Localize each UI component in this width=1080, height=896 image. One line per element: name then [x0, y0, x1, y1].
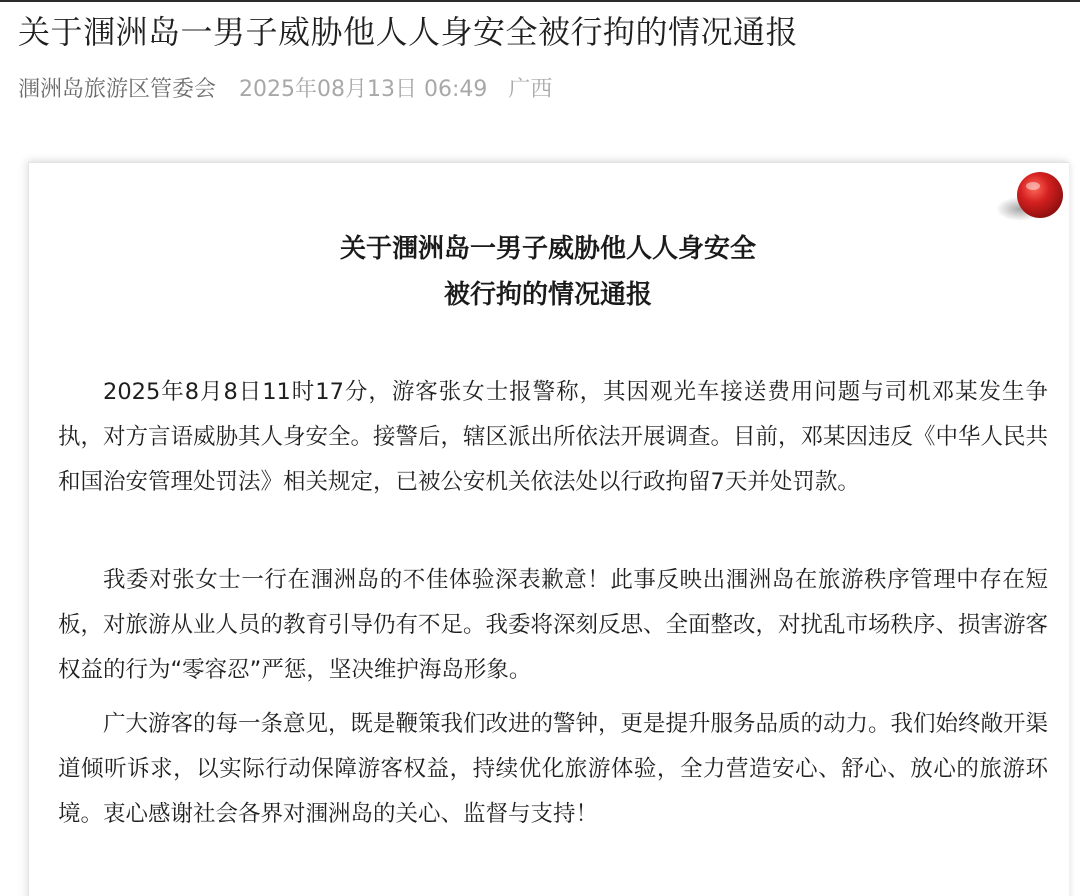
publish-datetime: 2025年08月13日 06:49	[239, 77, 488, 102]
publisher-link[interactable]: 涠洲岛旅游区管委会	[18, 77, 217, 102]
document-title	[28, 226, 1068, 318]
document-title-line-2: 被行拘的情况通报	[443, 280, 652, 310]
article-meta	[18, 74, 552, 106]
top-divider	[0, 0, 1080, 2]
document-paragraph: 2025年8月8日11时17分，游客张女士报警称，其因观光车接送费用问题与司机邓某发生争执，对方言语威胁其人身安全。接警后，辖区派出所依法开展调查。目前，邓某因违反《中华人民共和国治安管理处罚法》相关规定，已被公安机关依法处以行政拘留7天并处罚款。	[58, 379, 1049, 495]
document-paragraph: 我委对张女士一行在涠洲岛的不佳体验深表歉意！此事反映出涠洲岛在旅游秩序管理中存在短板，对旅游从业人员的教育引导仍有不足。我委将深刻反思、全面整改，对扰乱市场秩序、损害游客权益的行为“零容忍”严惩，坚决维护海岛形象。	[58, 567, 1049, 683]
pushpin-icon	[990, 165, 1072, 235]
document-paragraph: 广大游客的每一条意见，既是鞭策我们改进的警钟，更是提升服务品质的动力。我们始终敞开渠道倾听诉求，以实际行动保障游客权益，持续优化旅游体验，全力营造安心、舒心、放心的旅游环境。衷心感谢社会各界对涠洲岛的关心、监督与支持！	[58, 711, 1049, 827]
document-title-line-1: 关于涠洲岛一男子威胁他人人身安全	[339, 234, 756, 264]
article-title: 关于涠洲岛一男子威胁他人人身安全被行拘的情况通报	[18, 13, 799, 51]
publish-region: 广西	[508, 77, 553, 102]
